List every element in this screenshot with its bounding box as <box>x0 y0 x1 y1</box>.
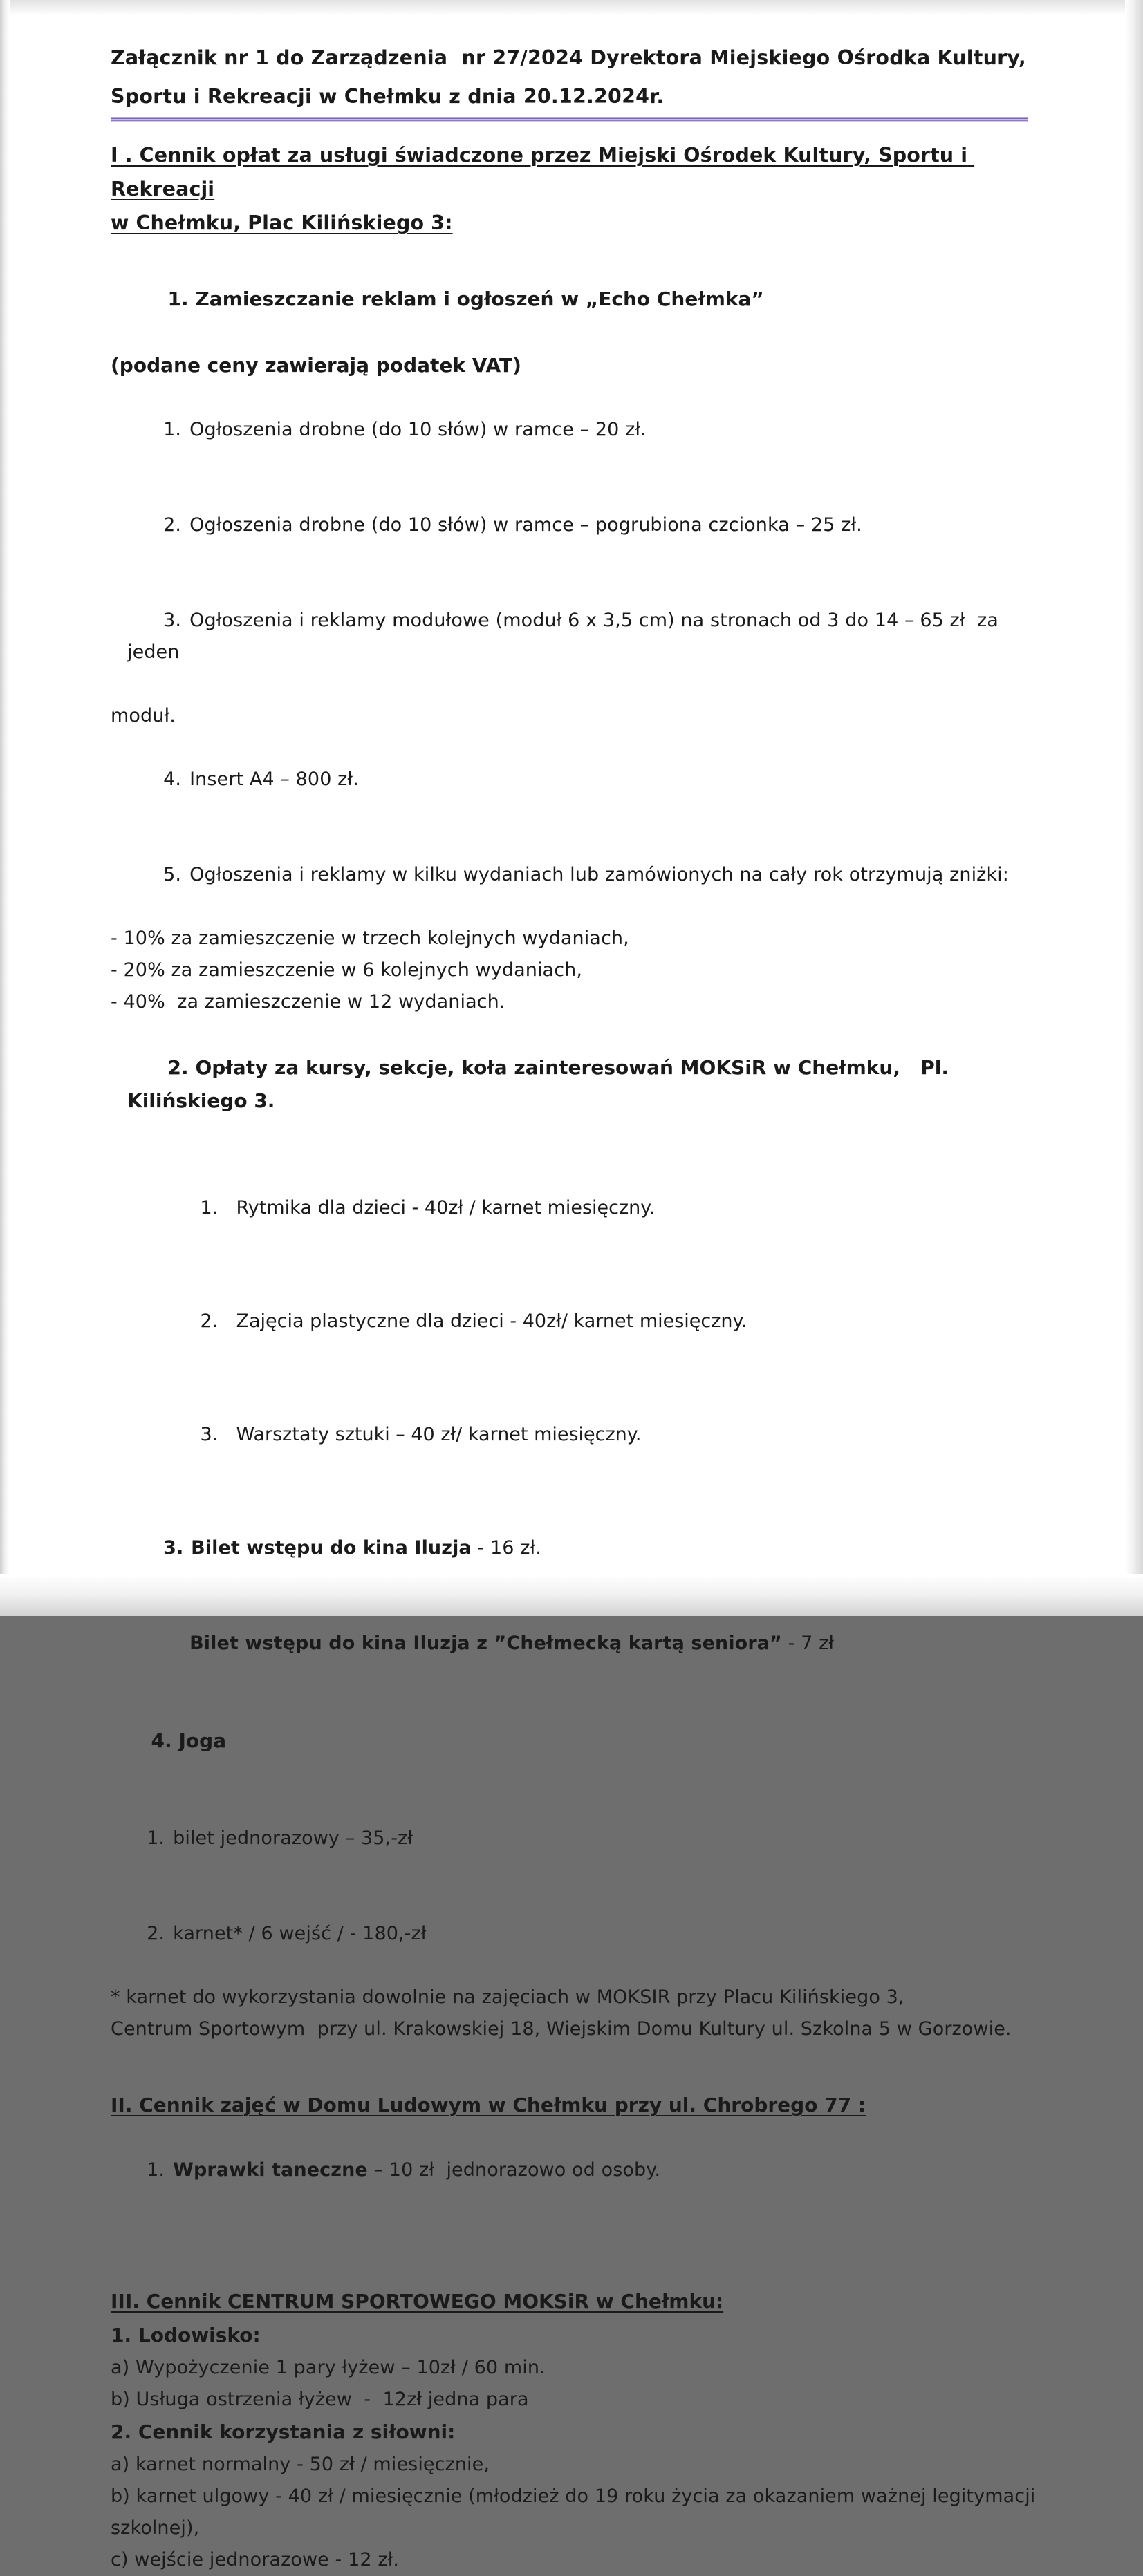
list-item: b) karnet ulgowy - 40 zł / miesięcznie (młodzież do 19 roku życia za okazaniem ważnej legitymacji <box>111 2485 1036 2507</box>
section-I-item-3-senior-line <box>111 1596 1037 1691</box>
section-III-heading: III. Cennik CENTRUM SPORTOWEGO MOKSiR w Chełmku: <box>111 2290 724 2313</box>
list-item-continuation: szkolnej), <box>111 2517 200 2539</box>
list-item-number: 2. <box>163 514 182 536</box>
list-item-text: Insert A4 – 800 zł. <box>189 769 359 790</box>
spacer <box>111 2045 1037 2088</box>
scan-edge-right <box>1125 0 1143 1616</box>
list-item-text: Ogłoszenia i reklamy modułowe (moduł 6 x 3,5 cm) na stronach od 3 do 14 – 65 zł za jeden <box>127 610 1005 663</box>
section-I-item-4-title-text: Joga <box>178 1729 227 1752</box>
list-item-continuation: moduł. <box>111 705 176 726</box>
spacer <box>111 240 1037 250</box>
discount-line: - 10% za zamieszczenie w trzech kolejnych wydaniach, <box>111 928 629 949</box>
section-I-item-4-number: 4. <box>151 1729 172 1752</box>
list-item-number: 1. <box>163 419 182 440</box>
list-item <box>111 1387 1037 1483</box>
section-I-item-2-title <box>111 1018 1037 1151</box>
list-item-text: Ogłoszenia drobne (do 10 słów) w ramce – 20 zł. <box>189 419 647 440</box>
spacer <box>111 2218 1037 2261</box>
section-I-item-3-senior-rest: - 7 zł <box>781 1633 835 1654</box>
scan-edge-left <box>0 0 10 1616</box>
attachment-header-line-1: Załącznik nr 1 do Zarządzenia nr 27/2024 Dyrektora Miejskiego Ośrodka Kultury, <box>111 46 1026 69</box>
section-I-item-1-vat-note: (podane ceny zawierają podatek VAT) <box>111 354 521 377</box>
section-I-item-4-title <box>111 1691 1037 1791</box>
section-I-item-1-number: 1. <box>167 288 189 310</box>
footnote-line-1: * karnet do wykorzystania dowolnie na zajęciach w MOKSIR przy Placu Kilińskiego 3, <box>111 1986 904 2008</box>
section-III-sub-1-title: 1. Lodowisko: <box>111 2324 261 2347</box>
attachment-header-line-2: Sportu i Rekreacji w Chełmku z dnia 20.12.2024r. <box>111 85 665 108</box>
section-I-item-3-number: 3. <box>163 1537 184 1559</box>
list-item-text: Zajęcia plastyczne dla dzieci - 40zł/ karnet miesięczny. <box>236 1310 747 1332</box>
section-II-entry-bold: Wprawki taneczne <box>173 2159 368 2181</box>
list-item-number: 3. <box>200 1424 219 1445</box>
document-content <box>111 39 1037 2576</box>
list-item: a) Wypożyczenie 1 pary łyżew – 10zł / 60 min. <box>111 2357 546 2378</box>
list-item-text: Ogłoszenia drobne (do 10 słów) w ramce – pogrubiona czcionka – 25 zł. <box>189 514 862 536</box>
list-item: a) karnet normalny - 50 zł / miesięcznie, <box>111 2454 490 2475</box>
section-I-item-3-senior-bold: Bilet wstępu do kina Iluzja z ”Chełmecką kartą seniora” <box>189 1633 782 1654</box>
list-item-number: 4. <box>163 769 182 790</box>
list-item-number: 2. <box>147 1923 165 1944</box>
section-I-item-1-title-text: Zamieszczanie reklam i ogłoszeń w „Echo Chełmka” <box>195 288 764 310</box>
list-item-number: 1. <box>147 1827 165 1849</box>
section-I-heading-line-1: I . Cennik opłat za usługi świadczone przez Miejski Ośrodek Kultury, Sportu i Rekreacji <box>111 144 975 200</box>
list-item-text: karnet* / 6 wejść / - 180,-zł <box>173 1923 427 1944</box>
list-item-text: Ogłoszenia i reklamy w kilku wydaniach lub zamówionych na cały rok otrzymują zniżki: <box>189 864 1009 885</box>
list-item-number: 5. <box>163 864 182 885</box>
section-I-item-3-title-rest: - 16 zł. <box>471 1537 541 1559</box>
list-item <box>111 1791 1037 1886</box>
section-II-entry-rest: – 10 zł jednorazowo od osoby. <box>367 2159 661 2181</box>
section-I-item-2-title-text: Opłaty za kursy, sekcje, koła zainteresowań MOKSiR w Chełmku, Pl. Kilińskiego 3. <box>127 1056 956 1112</box>
discount-line: - 40% za zamieszczenie w 12 wydaniach. <box>111 991 505 1013</box>
spacer <box>111 1151 1037 1160</box>
list-item <box>111 1274 1037 1369</box>
list-item-text: Warsztaty sztuki – 40 zł/ karnet miesięczny. <box>236 1424 642 1445</box>
footnote-line-2: Centrum Sportowym przy ul. Krakowskiej 18, Wiejskim Domu Kultury ul. Szkolna 5 w Gorzowie. <box>111 2018 1012 2040</box>
list-item <box>111 573 1037 700</box>
list-item <box>111 478 1037 573</box>
section-I-heading-line-2: w Chełmku, Plac Kilińskiego 3: <box>111 211 453 234</box>
list-item <box>111 1160 1037 1256</box>
section-II-entry <box>111 2123 1037 2218</box>
list-item <box>111 1886 1037 1982</box>
section-II-heading: II. Cennik zajęć w Domu Ludowym w Chełmku przy ul. Chrobrego 77 : <box>111 2094 866 2116</box>
section-III-sub-2-title: 2. Cennik korzystania z siłowni: <box>111 2420 456 2443</box>
list-item: b) Usługa ostrzenia łyżew - 12zł jedna para <box>111 2389 529 2410</box>
list-item-number: 2. <box>200 1310 219 1332</box>
list-item: c) wejście jednorazowe - 12 zł. <box>111 2549 400 2570</box>
list-item-text: bilet jednorazowy – 35,-zł <box>173 1827 413 1849</box>
spacer <box>111 2261 1037 2284</box>
list-item-number: 3. <box>163 610 182 631</box>
list-item <box>111 732 1037 827</box>
scan-edge-top <box>0 0 1143 15</box>
list-item <box>111 382 1037 478</box>
section-I-item-3-title <box>111 1501 1037 1596</box>
purple-divider-rule <box>111 117 1028 122</box>
section-I-item-1-title <box>111 250 1037 349</box>
list-item-text: Rytmika dla dzieci - 40zł / karnet miesięczny. <box>236 1197 656 1219</box>
list-item-number: 1. <box>200 1197 219 1219</box>
list-item <box>111 827 1037 923</box>
section-II-entry-number: 1. <box>147 2159 165 2181</box>
section-I-item-2-number: 2. <box>167 1056 189 1079</box>
section-I-item-3-title-bold: Bilet wstępu do kina Iluzja <box>191 1537 472 1559</box>
discount-line: - 20% za zamieszczenie w 6 kolejnych wydaniach, <box>111 959 583 981</box>
